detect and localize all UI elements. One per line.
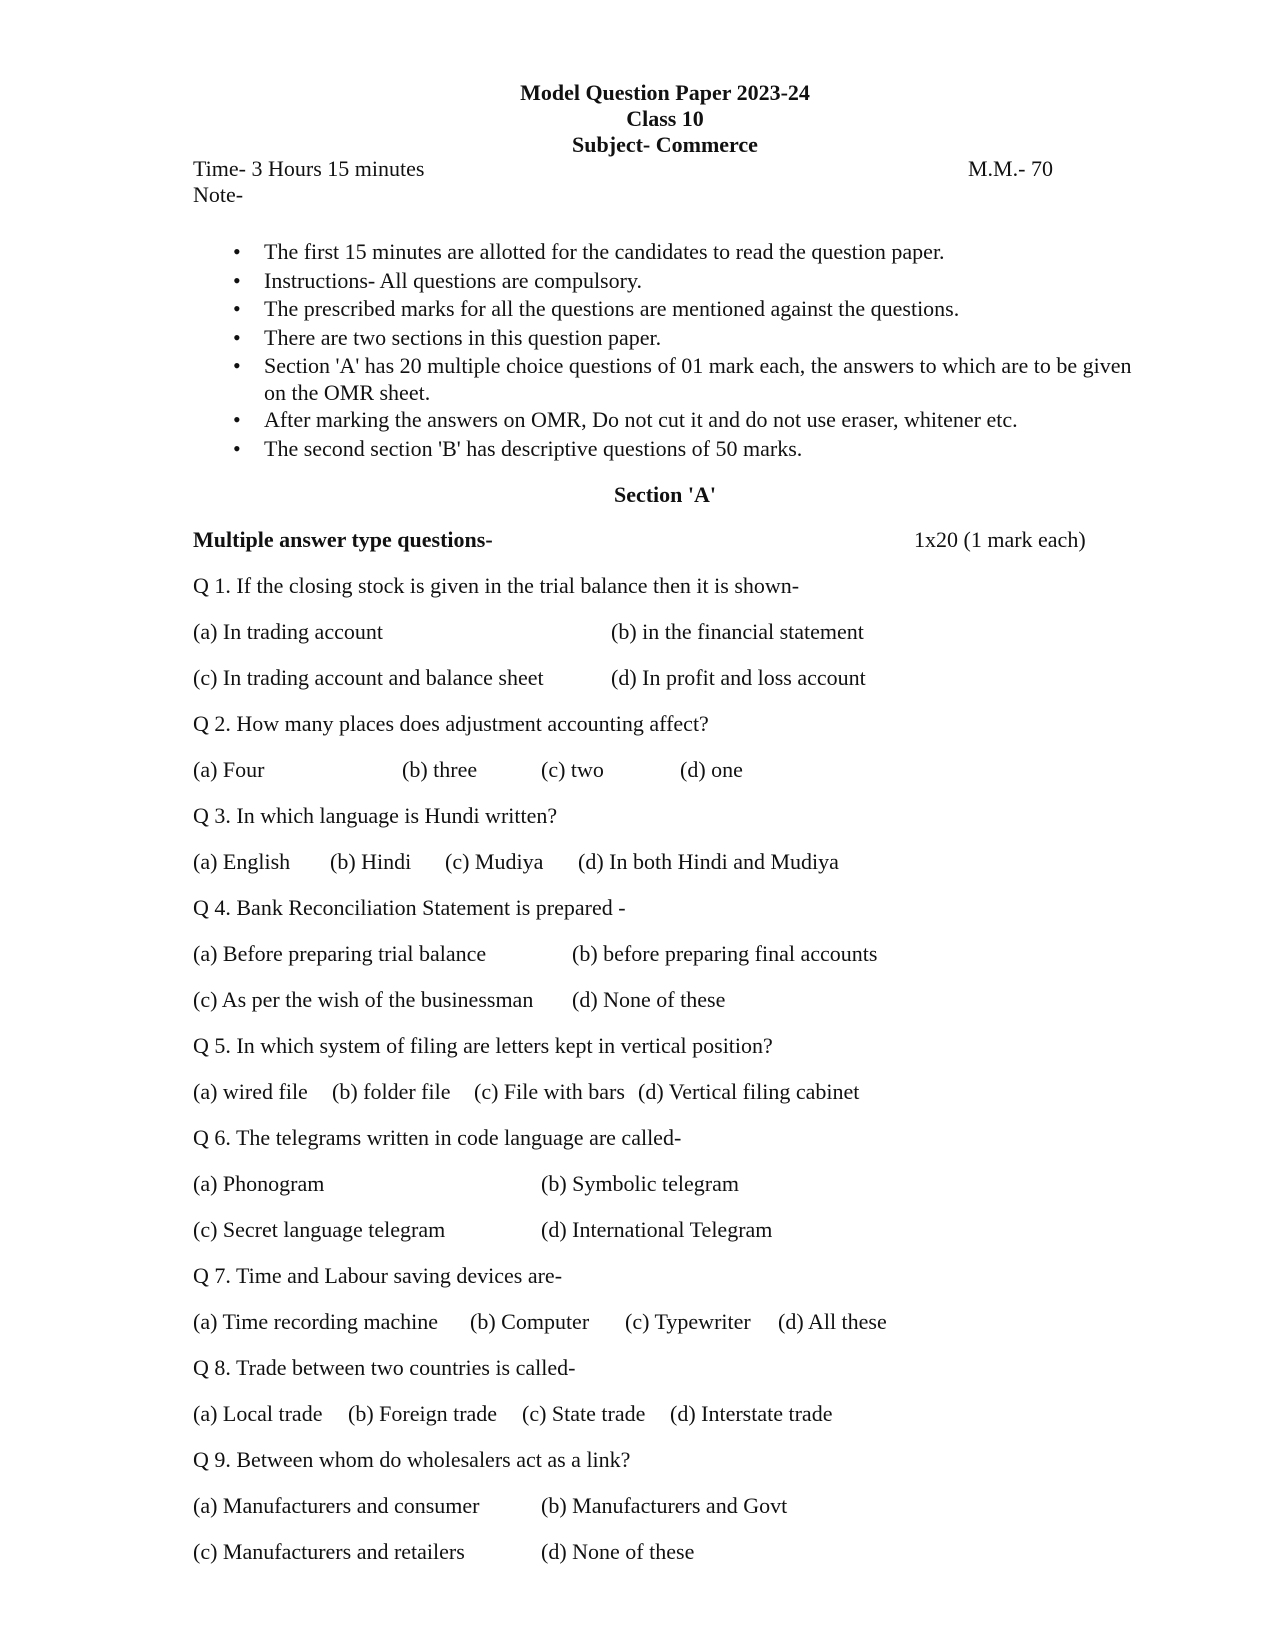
question-7: Q 7. Time and Labour saving devices are-	[193, 1263, 563, 1288]
question-1: Q 1. If the closing stock is given in the trial balance then it is shown-	[193, 573, 800, 598]
q4-option-a: (a) Before preparing trial balance	[193, 941, 487, 966]
q6-option-c: (c) Secret language telegram	[193, 1217, 446, 1242]
instruction-item: • The prescribed marks for all the questions are mentioned against the questions.	[233, 295, 1133, 324]
maximum-marks: M.M.- 70	[968, 156, 1053, 181]
section-a-title: Section 'A'	[613, 482, 717, 507]
q9-option-a: (a) Manufacturers and consumer	[193, 1493, 480, 1518]
q5-option-c: (c) File with bars	[474, 1079, 625, 1104]
q2-option-a: (a) Four	[193, 757, 265, 782]
q8-option-d: (d) Interstate trade	[670, 1401, 833, 1426]
q9-option-c: (c) Manufacturers and retailers	[193, 1539, 465, 1564]
instruction-item: • Instructions- All questions are compulsory.	[233, 267, 1133, 296]
q9-option-d: (d) None of these	[541, 1539, 695, 1564]
q3-option-a: (a) English	[193, 849, 291, 874]
q3-option-c: (c) Mudiya	[445, 849, 544, 874]
question-3: Q 3. In which language is Hundi written?	[193, 803, 558, 828]
q7-option-c: (c) Typewriter	[625, 1309, 751, 1334]
q1-option-c: (c) In trading account and balance sheet	[193, 665, 544, 690]
paper-title: Model Question Paper 2023-24	[520, 80, 810, 105]
q4-option-c: (c) As per the wish of the businessman	[193, 987, 534, 1012]
q3-option-d: (d) In both Hindi and Mudiya	[578, 849, 839, 874]
q5-option-b: (b) folder file	[332, 1079, 451, 1104]
q2-option-c: (c) two	[541, 757, 604, 782]
question-8: Q 8. Trade between two countries is called-	[193, 1355, 576, 1380]
q5-option-a: (a) wired file	[193, 1079, 308, 1104]
section-a-marks: 1x20 (1 mark each)	[914, 527, 1086, 552]
q2-option-b: (b) three	[402, 757, 478, 782]
time-allowed: Time- 3 Hours 15 minutes	[193, 156, 425, 181]
question-9: Q 9. Between whom do wholesalers act as a link?	[193, 1447, 631, 1472]
q8-option-c: (c) State trade	[522, 1401, 646, 1426]
q3-option-b: (b) Hindi	[330, 849, 412, 874]
q1-option-d: (d) In profit and loss account	[611, 665, 866, 690]
subject-label: Subject- Commerce	[572, 132, 758, 157]
q8-option-b: (b) Foreign trade	[348, 1401, 498, 1426]
q1-option-b: (b) in the financial statement	[611, 619, 864, 644]
q4-option-d: (d) None of these	[572, 987, 726, 1012]
note-label: Note-	[193, 182, 244, 207]
q8-option-a: (a) Local trade	[193, 1401, 323, 1426]
q9-option-b: (b) Manufacturers and Govt	[541, 1493, 788, 1518]
question-4: Q 4. Bank Reconciliation Statement is prepared -	[193, 895, 626, 920]
q1-option-a: (a) In trading account	[193, 619, 383, 644]
q2-option-d: (d) one	[680, 757, 743, 782]
instruction-item: • The second section 'B' has descriptive questions of 50 marks.	[233, 435, 1133, 464]
q7-option-b: (b) Computer	[470, 1309, 590, 1334]
q7-option-d: (d) All these	[778, 1309, 887, 1334]
section-a-heading: Multiple answer type questions-	[193, 527, 493, 552]
instruction-item: • There are two sections in this question paper.	[233, 324, 1133, 353]
instruction-item: • The first 15 minutes are allotted for the candidates to read the question paper.	[233, 238, 1133, 267]
question-5: Q 5. In which system of filing are letters kept in vertical position?	[193, 1033, 773, 1058]
instructions-list	[233, 238, 1133, 463]
question-2: Q 2. How many places does adjustment accounting affect?	[193, 711, 709, 736]
instruction-item: • Section 'A' has 20 multiple choice questions of 01 mark each, the answers to which are to be given on the OMR sheet.	[233, 352, 1134, 406]
instruction-item: • After marking the answers on OMR, Do not cut it and do not use eraser, whitener etc.	[233, 406, 1133, 435]
q6-option-a: (a) Phonogram	[193, 1171, 325, 1196]
q7-option-a: (a) Time recording machine	[193, 1309, 438, 1334]
class-label: Class 10	[626, 106, 704, 131]
q6-option-d: (d) International Telegram	[541, 1217, 773, 1242]
question-6: Q 6. The telegrams written in code language are called-	[193, 1125, 682, 1150]
q4-option-b: (b) before preparing final accounts	[572, 941, 878, 966]
q5-option-d: (d) Vertical filing cabinet	[638, 1079, 860, 1104]
q6-option-b: (b) Symbolic telegram	[541, 1171, 739, 1196]
